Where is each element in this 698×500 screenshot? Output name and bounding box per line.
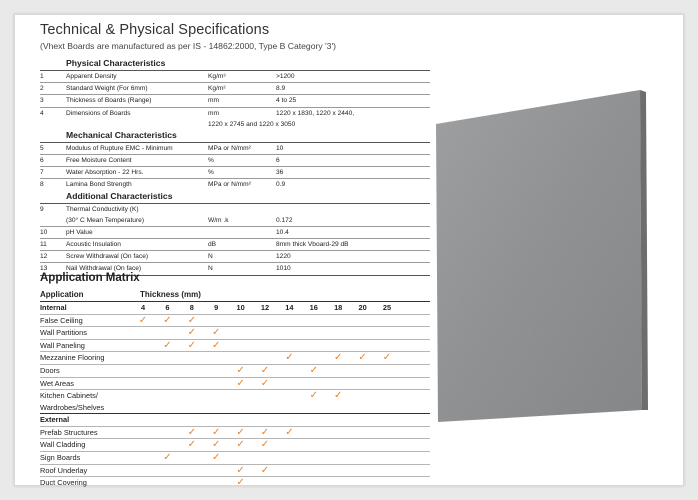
matrix-group-row	[40, 301, 430, 314]
matrix-row	[40, 451, 430, 464]
application-name-line: Wall Partitions	[40, 328, 87, 338]
matrix-title: Application Matrix	[40, 272, 140, 284]
application-name	[40, 378, 140, 390]
tick-mark: ✓	[187, 327, 196, 339]
tick-mark: ✓	[236, 377, 245, 389]
spec-row	[40, 70, 430, 82]
row-value: 8.9	[276, 85, 286, 93]
row-number: 5	[40, 144, 44, 152]
thickness-label: 16	[309, 303, 318, 312]
row-value: 1220	[276, 253, 291, 261]
row-number: 3	[40, 97, 44, 105]
row-number: 7	[40, 169, 44, 177]
tick-mark: ✓	[333, 390, 343, 402]
tick-mark: ✓	[138, 314, 148, 326]
application-name-line: Wardrobes/Shelves	[40, 402, 105, 412]
row-name: Standard Weight (For 6mm)	[66, 85, 148, 93]
tick-mark: ✓	[187, 314, 196, 326]
matrix-row	[40, 326, 430, 339]
row-number: 10	[40, 228, 48, 236]
row-number: 8	[40, 181, 44, 189]
thickness-label: 18	[334, 303, 343, 312]
row-unit: W/m .k	[208, 216, 229, 224]
matrix-row	[40, 438, 430, 451]
row-name: Free Moisture Content	[66, 156, 132, 164]
application-name	[40, 365, 140, 377]
row-number: 12	[40, 253, 48, 261]
spec-row	[40, 178, 430, 190]
row-name: Nail Withdrawal (On face)	[66, 265, 142, 273]
tick-mark: ✓	[382, 352, 392, 364]
matrix-row	[40, 426, 430, 439]
row-name: Modulus of Rupture EMC - Minimum	[66, 144, 173, 152]
matrix-row	[40, 389, 430, 413]
spec-row	[40, 82, 430, 94]
tick-mark: ✓	[260, 464, 270, 476]
thickness-header: Thickness (mm)	[140, 290, 201, 299]
matrix-row	[40, 351, 430, 364]
tick-mark: ✓	[211, 439, 221, 451]
tick-mark: ✓	[211, 339, 221, 351]
application-name	[40, 439, 140, 451]
row-value: 10	[276, 144, 284, 152]
tick-mark: ✓	[260, 439, 270, 451]
tick-mark: ✓	[309, 364, 318, 376]
row-value: 1220 x 1830, 1220 x 2440,	[276, 109, 355, 117]
tick-mark: ✓	[309, 390, 318, 402]
tick-mark: ✓	[236, 364, 245, 376]
thickness-label: 20	[358, 303, 367, 312]
application-name-line: Kitchen Cabinets/	[40, 391, 98, 401]
row-unit: Kg/m³	[208, 73, 226, 80]
application-name-line: Sign Boards	[40, 452, 81, 462]
application-name	[40, 340, 140, 352]
row-unit: mm	[208, 109, 219, 117]
row-value: 6	[276, 156, 280, 164]
row-name: Apparent Density	[66, 73, 117, 80]
spec-row	[40, 107, 430, 119]
row-value: 36	[276, 169, 284, 177]
thickness-label: 4	[140, 303, 146, 312]
row-name: Lamina Bond Strength	[66, 181, 132, 189]
row-value: 0.9	[276, 181, 286, 189]
tick-mark: ✓	[187, 426, 196, 438]
tick-mark: ✓	[211, 426, 221, 438]
matrix-row	[40, 464, 430, 477]
row-number: 11	[40, 241, 47, 249]
tick-mark: ✓	[163, 451, 172, 463]
row-number: 6	[40, 156, 44, 164]
spec-row	[40, 154, 430, 166]
tick-mark: ✓	[187, 439, 196, 451]
spec-row	[40, 238, 430, 250]
application-name	[40, 452, 140, 464]
row-number: 4	[40, 109, 44, 117]
tick-mark: ✓	[333, 352, 343, 364]
thickness-label: 12	[260, 303, 270, 312]
thickness-label: 9	[214, 303, 219, 312]
cement-board-image	[432, 88, 650, 422]
matrix-row	[40, 377, 430, 390]
row-name: Thermal Conductivity (K)	[66, 205, 139, 213]
row-unit: Kg/m²	[208, 85, 226, 93]
row-unit: N	[208, 265, 213, 273]
thickness-label: 10	[236, 303, 245, 312]
group-label: External	[40, 415, 70, 425]
row-name: Thickness of Boards (Range)	[66, 97, 152, 105]
spec-row	[40, 203, 430, 215]
row-unit: MPa or N/mm²	[208, 181, 251, 189]
application-name	[40, 390, 140, 413]
matrix-row	[40, 339, 430, 352]
matrix-header	[40, 289, 430, 301]
tick-mark: ✓	[236, 464, 245, 476]
group-label: Internal	[40, 303, 67, 312]
tick-mark: ✓	[187, 339, 196, 351]
row-unit: N	[208, 253, 213, 261]
spec-row	[40, 142, 430, 154]
application-name	[40, 315, 140, 327]
thickness-label: 6	[165, 303, 170, 312]
application-name-line: False Ceiling	[40, 315, 83, 325]
row-unit: MPa or N/mm²	[208, 144, 251, 152]
tick-mark: ✓	[163, 339, 172, 351]
row-number: 13	[40, 265, 48, 273]
spec-row	[40, 215, 430, 226]
tick-mark: ✓	[260, 426, 270, 438]
row-name: Acoustic Insulation	[66, 241, 121, 249]
spec-row	[40, 250, 430, 262]
tick-mark: ✓	[285, 426, 294, 438]
tick-mark: ✓	[163, 314, 172, 326]
tick-mark: ✓	[236, 439, 245, 451]
application-name-line: Doors	[40, 365, 60, 375]
tick-mark: ✓	[260, 377, 270, 389]
application-name-line: Roof Underlay	[40, 465, 88, 475]
tick-mark: ✓	[236, 426, 245, 438]
matrix-row	[40, 476, 430, 489]
thickness-label: 14	[285, 303, 294, 312]
tick-mark: ✓	[211, 451, 221, 463]
spec-row	[40, 226, 430, 238]
row-number: 1	[40, 73, 44, 80]
application-name	[40, 465, 140, 477]
application-name	[40, 477, 140, 489]
spec-row	[40, 166, 430, 178]
application-header: Application	[40, 290, 84, 299]
application-name	[40, 352, 140, 364]
application-name	[40, 327, 140, 339]
row-name: Dimensions of Boards	[66, 109, 131, 117]
matrix-row	[40, 314, 430, 327]
thickness-label: 25	[382, 303, 392, 312]
spec-table	[40, 58, 430, 276]
row-value-continued: 1220 x 2745 and 1220 x 3050	[208, 120, 296, 128]
tick-mark: ✓	[260, 364, 270, 376]
section-heading: Mechanical Characteristics	[66, 129, 177, 140]
row-value: 0.172	[276, 216, 293, 224]
application-name	[40, 427, 140, 439]
row-name: (30° C Mean Temperature)	[66, 216, 145, 224]
application-name-line: Mezzanine Flooring	[40, 353, 105, 363]
thickness-label: 8	[189, 303, 194, 312]
row-value: 4 to 25	[276, 97, 297, 105]
section-heading: Physical Characteristics	[66, 58, 166, 68]
matrix-group-row	[40, 413, 430, 426]
spec-row	[40, 94, 430, 106]
page-title: Technical & Physical Specifications	[40, 22, 270, 38]
application-name-line: Prefab Structures	[40, 427, 98, 437]
tick-mark: ✓	[358, 352, 367, 364]
row-value: >1200	[276, 73, 295, 80]
row-number: 9	[40, 205, 44, 213]
row-name: Screw Withdrawal (On face)	[66, 253, 149, 261]
row-value: 10.4	[276, 228, 289, 236]
application-matrix	[40, 289, 430, 489]
tick-mark: ✓	[285, 352, 294, 364]
tick-mark: ✓	[236, 477, 245, 489]
row-unit: %	[208, 169, 214, 177]
application-name-line: Wall Cladding	[40, 440, 86, 450]
matrix-row	[40, 364, 430, 377]
row-unit: dB	[208, 241, 217, 249]
application-name-line: Wet Areas	[40, 378, 74, 388]
row-value: 1010	[276, 265, 291, 273]
application-name-line: Wall Paneling	[40, 340, 85, 350]
tick-mark: ✓	[211, 327, 221, 339]
row-name: Water Absorption - 22 Hrs.	[66, 169, 144, 177]
application-name-line: Duct Covering	[40, 478, 87, 488]
row-name: pH Value	[66, 228, 93, 236]
section-heading: Additional Characteristics	[66, 190, 173, 201]
row-unit: mm	[208, 97, 219, 105]
row-number: 2	[40, 85, 44, 93]
page-subtitle: (Vhext Boards are manufactured as per IS - 14862:2000, Type B Category '3')	[40, 41, 336, 51]
row-unit: %	[208, 156, 214, 164]
row-value: 8mm thick Vboard-29 dB	[276, 241, 349, 249]
